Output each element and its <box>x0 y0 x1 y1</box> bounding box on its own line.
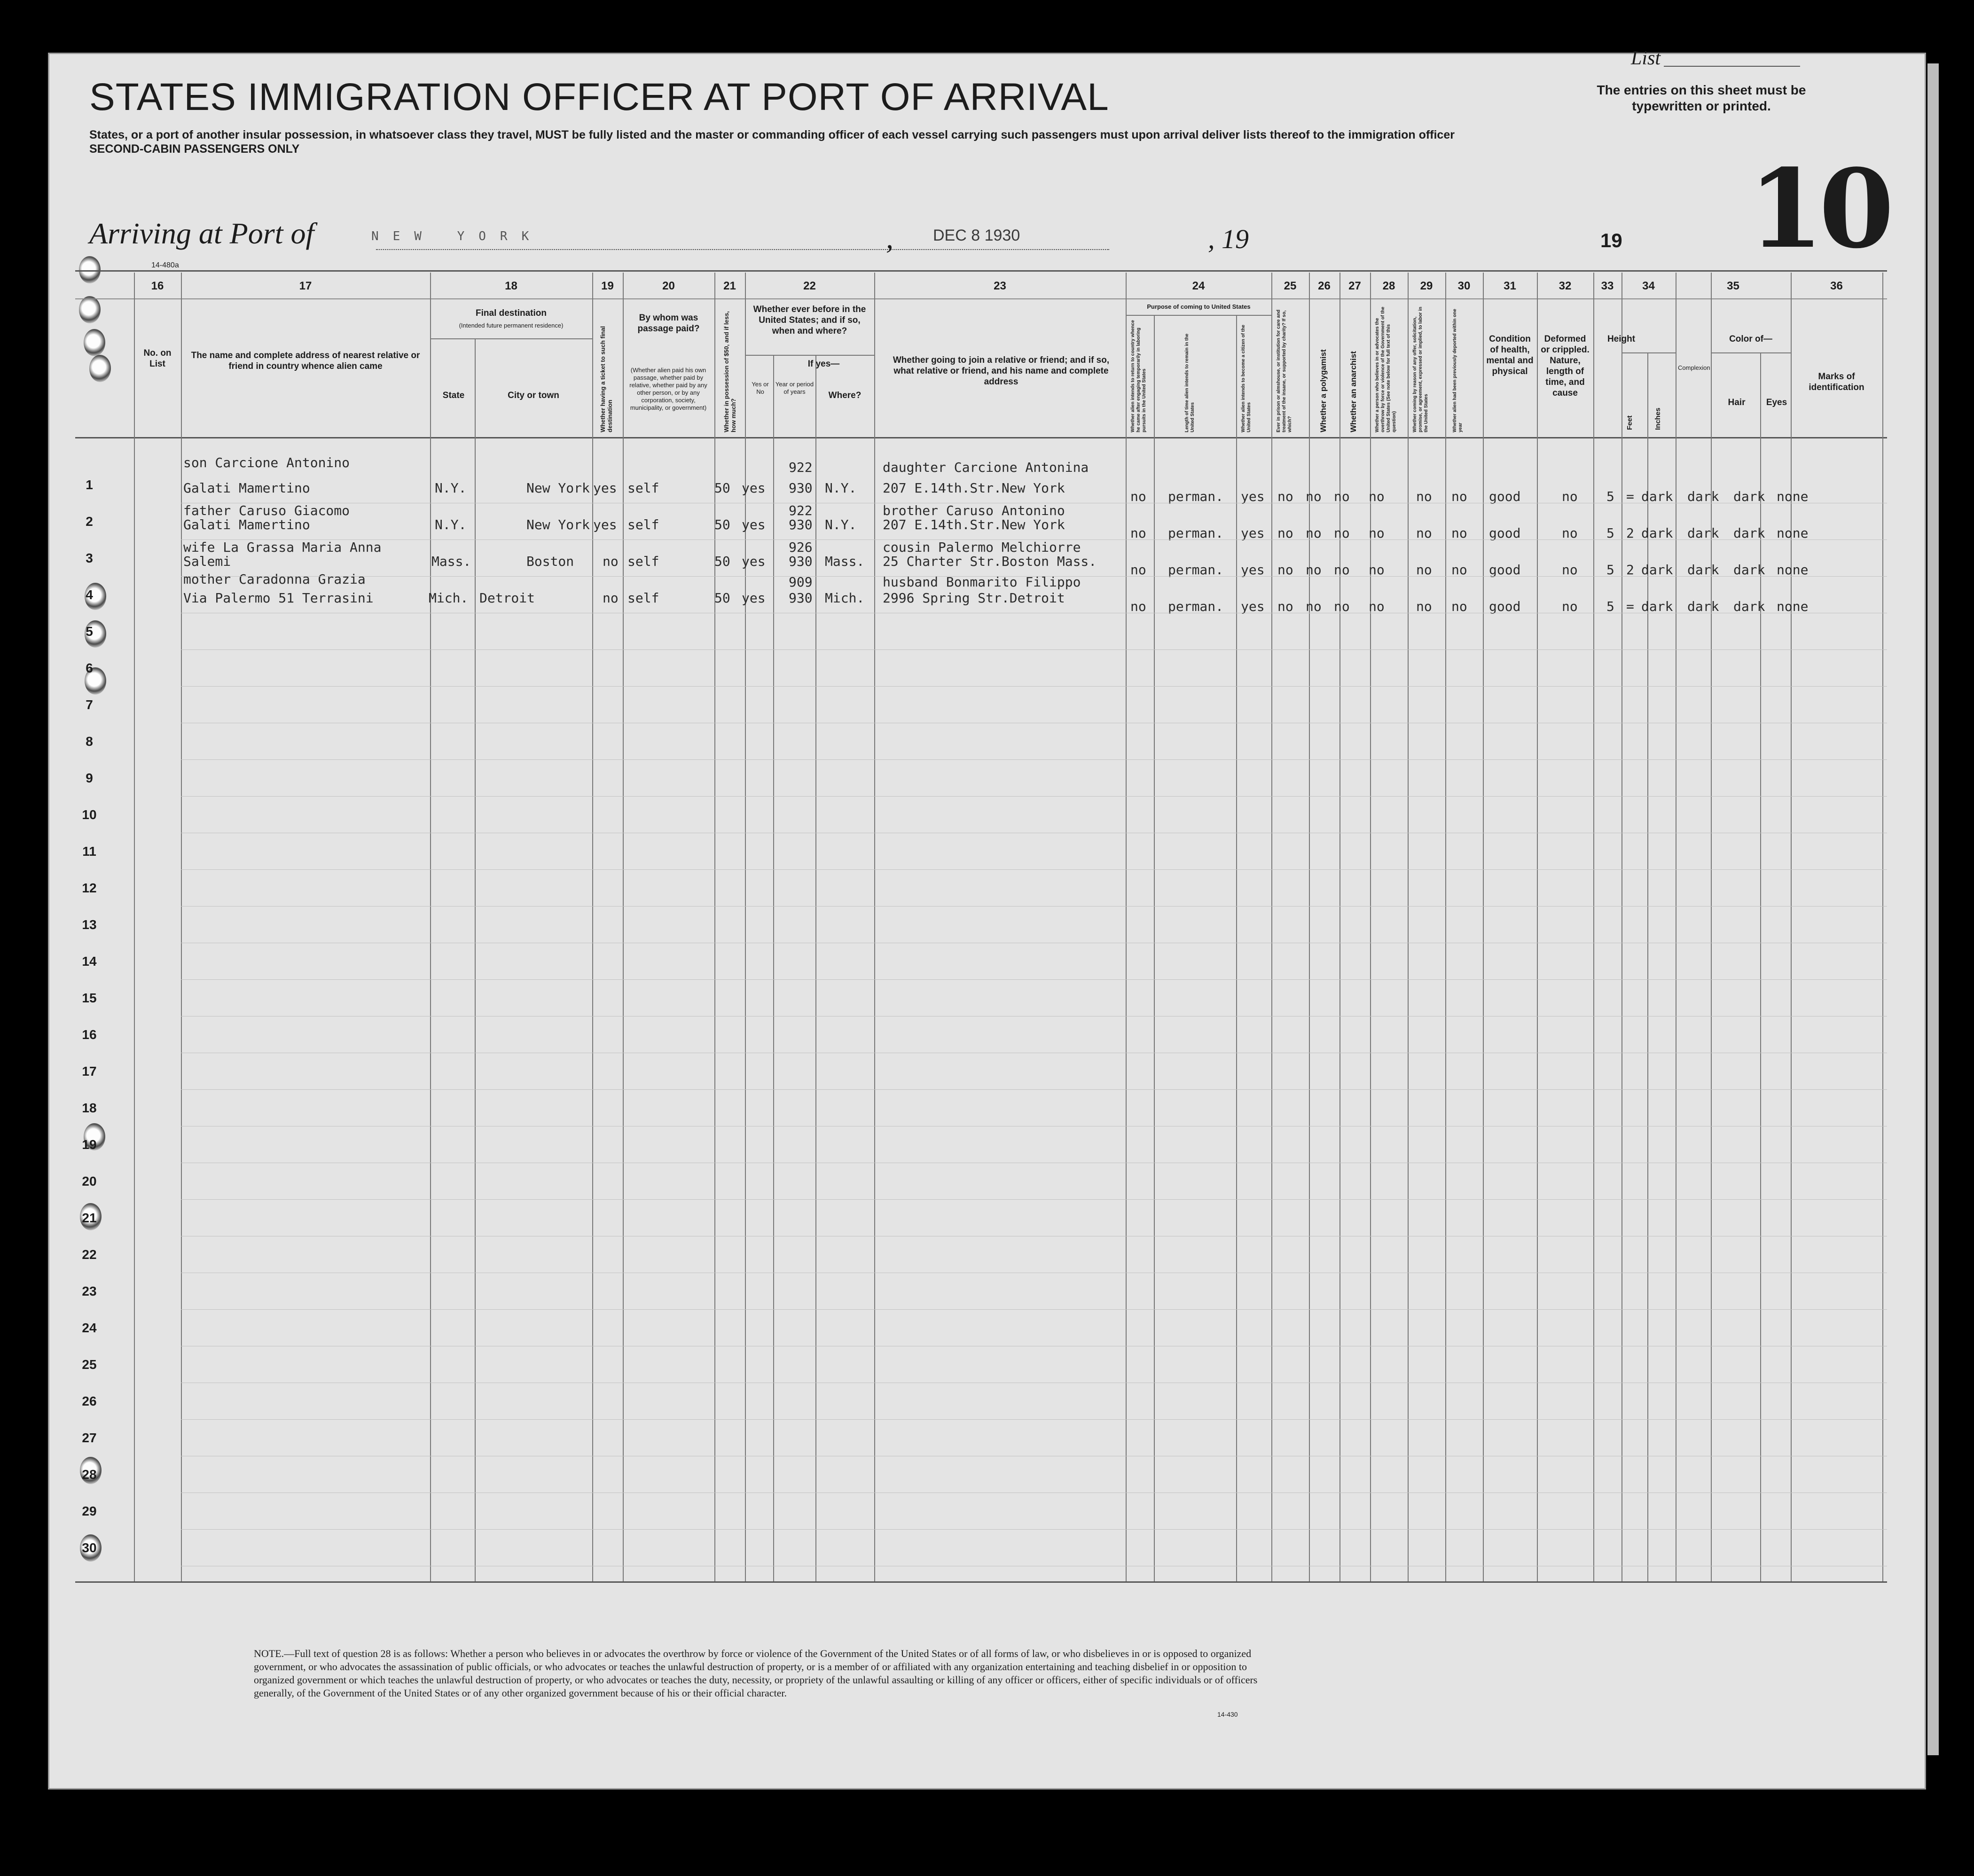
hdr-deported: Whether alien had been previously deported within one year <box>1452 309 1463 432</box>
row-number: 14 <box>82 954 97 969</box>
row-number: 3 <box>86 551 93 565</box>
row-number: 8 <box>86 734 93 749</box>
colnum-30: 30 <box>1457 280 1471 292</box>
row-number: 25 <box>82 1357 97 1372</box>
row-number: 27 <box>82 1430 97 1445</box>
row-number: 26 <box>82 1394 97 1408</box>
list-number-line <box>1664 66 1800 67</box>
hdr-complexion: Complexion <box>1678 364 1710 371</box>
hdr-deformed: Deformed or crippled. Nature, length of time, and cause <box>1541 334 1590 398</box>
hdr-year-period: Year or period of years <box>775 381 814 395</box>
hdr-purpose-citizen: Whether alien intends to become a citizen of the United States <box>1241 325 1252 432</box>
row-number: 12 <box>82 881 97 895</box>
colnum-23: 23 <box>994 280 1006 292</box>
row-rule <box>181 1529 1887 1530</box>
hdr-contract: Whether coming by reason of any offer, solicitation, promise, or agreement, expressed or implied, to labor in the United States <box>1412 306 1429 432</box>
colnum-26: 26 <box>1318 280 1331 292</box>
hdr-hair: Hair <box>1728 398 1746 407</box>
hdr-final-destination-note: (Intended future permanent residence) <box>459 322 564 329</box>
colnum-28: 28 <box>1382 280 1395 292</box>
colnum-22: 22 <box>803 280 816 292</box>
footnote: NOTE.—Full text of question 28 is as follows: Whether a person who believes in or advocates the overthrow by force or violence of the Government of the United States or of all forms of law, or who disbelieves in or is opposed to organized government, or who advocates the assassination of public officials, or who advocates or teaches the unlawful destruction of property, or is a member of or affiliated with any organization entertaining and teaching disbelief in or opposition to organized government or which teaches the unlawful destruction of property, or who advocates or teaches the duty, necessity, or propriety of the unlawful assaulting or killing of any officer or officers, either of specific individuals or of officers generally, of the Government of the United States or of any other organized government because of his or their official character. <box>254 1648 1258 1699</box>
row-number: 15 <box>82 991 97 1005</box>
hdr-join: Whether going to join a relative or friend; and if so, what relative or friend, and his name and complete address <box>893 355 1110 387</box>
row-number: 28 <box>82 1467 97 1482</box>
year-field-2: 19 <box>1600 229 1622 251</box>
colnum-34: 34 <box>1642 280 1655 292</box>
row-number: 11 <box>82 844 96 859</box>
hdr-eyes: Eyes <box>1766 398 1787 407</box>
row-rule <box>181 1199 1887 1200</box>
row-number: 19 <box>82 1137 97 1152</box>
hdr-ticket: Whether having a ticket to such final destination <box>599 326 613 432</box>
row-number: 5 <box>86 624 93 639</box>
colnum-36: 36 <box>1830 280 1843 292</box>
row-number: 22 <box>82 1247 97 1262</box>
colnum-27: 27 <box>1348 280 1361 292</box>
hdr-purpose-length: Length of time alien intends to remain in the United States <box>1184 333 1195 432</box>
colnum-32: 32 <box>1559 280 1572 292</box>
list-label: List <box>1631 47 1661 69</box>
colnum-25: 25 <box>1284 280 1297 292</box>
row-rule <box>181 979 1887 980</box>
port-value: NEW YORK <box>371 229 543 243</box>
colnum-19: 19 <box>601 280 614 292</box>
year-field-1: , 19 <box>1208 224 1249 254</box>
row-number: 24 <box>82 1321 97 1335</box>
hdr-marks: Marks of identification <box>1809 372 1864 392</box>
row-rule <box>181 869 1887 870</box>
hdr-final-destination: Final destination <box>476 308 547 318</box>
footer-form-code: 14-430 <box>1217 1711 1238 1718</box>
row-rule <box>181 759 1887 760</box>
row-number: 7 <box>86 697 93 712</box>
hdr-passage-note: (Whether alien paid his own passage, whether paid by relative, whether paid by any other person, or by any corporation, society, municipality, or government) <box>629 367 707 411</box>
row-number: 20 <box>82 1174 97 1188</box>
hdr-passage: By whom was passage paid? <box>637 313 700 334</box>
hdr-where: Where? <box>828 391 862 400</box>
hdr-purpose: Purpose of coming to United States <box>1147 303 1251 310</box>
row-number: 29 <box>82 1504 97 1518</box>
hdr-yes-no: Yes or No <box>752 381 769 395</box>
hdr-before: Whether ever before in the United States; and if so, when and where? <box>753 305 866 336</box>
hdr-inches: Inches <box>1654 407 1662 430</box>
hdr-height: Height <box>1607 334 1636 344</box>
hdr-color-of: Color of— <box>1729 334 1772 344</box>
row-number: 13 <box>82 917 97 932</box>
row-number: 6 <box>86 661 93 675</box>
arriving-label: Arriving at Port of <box>89 217 314 250</box>
hdr-money: Whether in possession of $50, and if less, how much? <box>723 311 737 432</box>
page-subtitle: States, or a port of another insular possession, in whatsoever class they travel, MUST be fully listed and the master or commanding officer of each vessel carrying such passengers must upon arrival deliver lists thereof to the immigration officer SECOND-CABIN PASSENGERS ONLY <box>89 128 1455 156</box>
row-number: 23 <box>82 1284 97 1298</box>
row-rule <box>181 539 1887 540</box>
colnum-35: 35 <box>1727 280 1739 292</box>
colnum-17: 17 <box>299 280 312 292</box>
colnum-33: 33 <box>1601 280 1614 292</box>
hdr-condition: Condition of health, mental and physical <box>1486 334 1534 376</box>
row-number: 30 <box>82 1540 97 1555</box>
row-rule <box>181 1309 1887 1310</box>
row-rule <box>181 906 1887 907</box>
date-stamp: DEC 8 1930 <box>933 227 1020 244</box>
row-number: 18 <box>82 1101 97 1115</box>
row-rule <box>181 1419 1887 1420</box>
colnum-16: 16 <box>151 280 164 292</box>
hdr-overthrow: Whether a person who believes in or advocates the overthrow by force or violence of the Government of the United States (See note below for full text of this question) <box>1375 306 1397 432</box>
entries-note: The entries on this sheet must be typewritten or printed. <box>1597 83 1806 113</box>
hdr-purpose-return: Whether alien intends to return to country whence he came after engaging temporarily in laboring pursuits in the United States <box>1130 320 1147 432</box>
row-rule <box>181 796 1887 797</box>
page-title: STATES IMMIGRATION OFFICER AT PORT OF ARRIVAL <box>89 76 1109 118</box>
colnum-21: 21 <box>723 280 736 292</box>
row-number: 21 <box>82 1211 97 1225</box>
colnum-24: 24 <box>1192 280 1205 292</box>
row-number: 1 <box>86 477 93 492</box>
row-rule <box>181 576 1887 577</box>
hdr-feet: Feet <box>1626 415 1634 430</box>
row-number: 17 <box>82 1064 97 1079</box>
row-number: 10 <box>82 807 97 822</box>
date-line <box>376 249 1109 250</box>
row-rule <box>181 1089 1887 1090</box>
hdr-if-yes: If yes— <box>807 359 840 369</box>
sheet-number: 10 <box>1748 146 1890 273</box>
colnum-29: 29 <box>1420 280 1433 292</box>
hdr-relative: The name and complete address of nearest relative or friend in country whence alien came <box>191 351 420 371</box>
colnum-18: 18 <box>505 280 517 292</box>
hdr-no-on-list: No. on List <box>143 348 172 369</box>
row-number: 9 <box>86 771 93 785</box>
form-code: 14-480a <box>151 261 179 269</box>
hdr-prison: Ever in prison or almshouse, or institution for care and treatment of the insane, or supported by charity? If so, which? <box>1276 309 1292 432</box>
hdr-state: State <box>442 391 465 400</box>
row-number: 2 <box>86 514 93 529</box>
hdr-polygamist: Whether a polygamist <box>1319 349 1328 432</box>
hdr-anarchist: Whether an anarchist <box>1349 351 1358 432</box>
row-rule <box>181 686 1887 687</box>
hdr-city: City or town <box>508 391 559 400</box>
row-rule <box>181 649 1887 650</box>
colnum-20: 20 <box>662 280 675 292</box>
row-number: 4 <box>86 587 93 602</box>
colnum-31: 31 <box>1504 280 1516 292</box>
row-number: 16 <box>82 1027 97 1042</box>
